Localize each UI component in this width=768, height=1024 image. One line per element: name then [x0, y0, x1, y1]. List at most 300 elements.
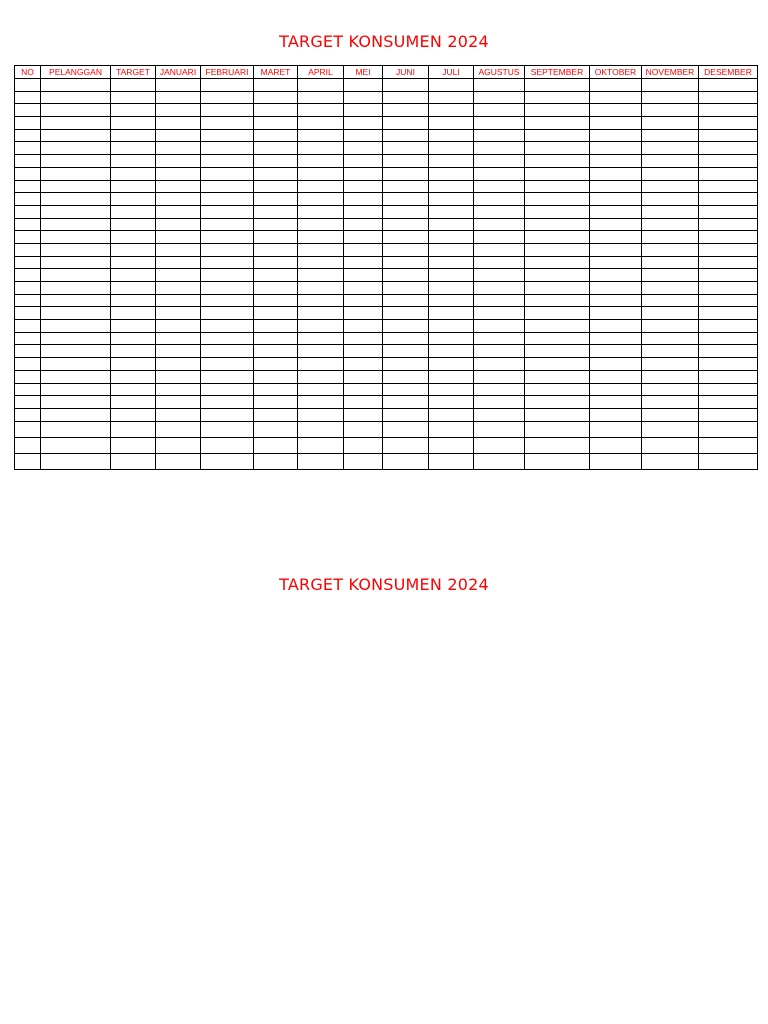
table-cell: [201, 269, 254, 282]
table-cell: [344, 91, 383, 104]
table-cell: [699, 421, 758, 437]
table-cell: [429, 453, 474, 469]
table-cell: [642, 129, 699, 142]
table-cell: [156, 155, 201, 168]
table-cell: [429, 180, 474, 193]
table-cell: [699, 104, 758, 117]
table-cell: [590, 294, 642, 307]
table-cell: [642, 345, 699, 358]
table-cell: [15, 167, 41, 180]
table-row: [15, 269, 758, 282]
table-cell: [383, 294, 429, 307]
table-cell: [111, 421, 156, 437]
table-cell: [699, 307, 758, 320]
table-cell: [344, 79, 383, 92]
table-cell: [344, 243, 383, 256]
table-cell: [41, 307, 111, 320]
table-cell: [201, 167, 254, 180]
table-cell: [254, 396, 298, 409]
table-row: [15, 231, 758, 244]
table-cell: [41, 294, 111, 307]
table-cell: [429, 243, 474, 256]
table-cell: [383, 91, 429, 104]
table-cell: [525, 294, 590, 307]
table-cell: [642, 180, 699, 193]
table-cell: [429, 79, 474, 92]
table-cell: [156, 243, 201, 256]
table-cell: [344, 345, 383, 358]
table-cell: [642, 383, 699, 396]
table-cell: [474, 383, 525, 396]
table-body: [15, 79, 758, 470]
table-cell: [15, 79, 41, 92]
table-cell: [429, 332, 474, 345]
table-cell: [525, 205, 590, 218]
table-cell: [590, 269, 642, 282]
table-cell: [642, 396, 699, 409]
table-cell: [429, 437, 474, 453]
table-cell: [111, 294, 156, 307]
table-cell: [525, 79, 590, 92]
column-header-februari: FEBRUARI: [201, 66, 254, 79]
table-cell: [111, 396, 156, 409]
table-cell: [254, 294, 298, 307]
table-cell: [699, 91, 758, 104]
table-cell: [383, 117, 429, 130]
table-cell: [41, 180, 111, 193]
table-cell: [474, 345, 525, 358]
table-cell: [41, 155, 111, 168]
table-cell: [41, 453, 111, 469]
table-cell: [41, 370, 111, 383]
table-cell: [201, 104, 254, 117]
table-cell: [383, 421, 429, 437]
table-cell: [254, 243, 298, 256]
table-cell: [156, 383, 201, 396]
table-cell: [201, 408, 254, 421]
table-cell: [642, 167, 699, 180]
table-row: [15, 421, 758, 437]
table-cell: [344, 167, 383, 180]
table-row: [15, 453, 758, 469]
table-cell: [254, 421, 298, 437]
table-cell: [383, 345, 429, 358]
table-cell: [699, 205, 758, 218]
table-cell: [254, 155, 298, 168]
table-row: [15, 205, 758, 218]
table-cell: [642, 193, 699, 206]
table-cell: [344, 155, 383, 168]
table-cell: [383, 205, 429, 218]
table-cell: [156, 256, 201, 269]
table-row: [15, 370, 758, 383]
table-cell: [344, 282, 383, 295]
table-cell: [41, 205, 111, 218]
table-cell: [590, 345, 642, 358]
table-cell: [383, 282, 429, 295]
table-cell: [699, 408, 758, 421]
table-cell: [429, 294, 474, 307]
column-header-maret: MARET: [254, 66, 298, 79]
table-cell: [525, 167, 590, 180]
table-cell: [111, 180, 156, 193]
table-cell: [642, 408, 699, 421]
table-cell: [590, 129, 642, 142]
table-cell: [15, 358, 41, 371]
table-row: [15, 307, 758, 320]
table-cell: [474, 421, 525, 437]
table-cell: [15, 91, 41, 104]
table-cell: [344, 307, 383, 320]
table-cell: [298, 129, 344, 142]
table-cell: [699, 383, 758, 396]
table-cell: [254, 79, 298, 92]
table-cell: [429, 167, 474, 180]
table-cell: [298, 396, 344, 409]
table-cell: [156, 180, 201, 193]
table-cell: [15, 155, 41, 168]
table-cell: [254, 205, 298, 218]
table-cell: [111, 129, 156, 142]
table-cell: [15, 332, 41, 345]
table-cell: [201, 421, 254, 437]
table-cell: [156, 205, 201, 218]
table-cell: [383, 231, 429, 244]
table-row: [15, 155, 758, 168]
table-cell: [344, 396, 383, 409]
table-cell: [298, 269, 344, 282]
column-header-oktober: OKTOBER: [590, 66, 642, 79]
table-cell: [41, 91, 111, 104]
table-cell: [474, 218, 525, 231]
table-cell: [429, 408, 474, 421]
table-row: [15, 383, 758, 396]
column-header-juni: JUNI: [383, 66, 429, 79]
table-cell: [474, 180, 525, 193]
table-cell: [590, 117, 642, 130]
table-cell: [111, 437, 156, 453]
table-cell: [590, 421, 642, 437]
table-cell: [111, 142, 156, 155]
table-cell: [298, 167, 344, 180]
table-cell: [111, 408, 156, 421]
table-cell: [429, 231, 474, 244]
table-cell: [699, 282, 758, 295]
column-header-no: NO: [15, 66, 41, 79]
table-cell: [156, 370, 201, 383]
table-cell: [156, 320, 201, 333]
table-cell: [15, 269, 41, 282]
table-cell: [383, 79, 429, 92]
table-cell: [201, 91, 254, 104]
table-cell: [254, 256, 298, 269]
table-cell: [298, 231, 344, 244]
table-cell: [201, 307, 254, 320]
table-cell: [383, 155, 429, 168]
table-cell: [429, 345, 474, 358]
table-cell: [41, 104, 111, 117]
table-cell: [111, 307, 156, 320]
table-cell: [699, 155, 758, 168]
table-cell: [298, 180, 344, 193]
table-cell: [474, 91, 525, 104]
table-cell: [344, 256, 383, 269]
table-cell: [344, 437, 383, 453]
table-cell: [642, 282, 699, 295]
table-cell: [590, 256, 642, 269]
table-cell: [429, 370, 474, 383]
table-cell: [111, 256, 156, 269]
table-cell: [429, 383, 474, 396]
table-cell: [344, 421, 383, 437]
table-cell: [383, 408, 429, 421]
table-cell: [474, 396, 525, 409]
table-cell: [201, 243, 254, 256]
table-cell: [41, 79, 111, 92]
table-cell: [156, 437, 201, 453]
table-cell: [254, 142, 298, 155]
table-cell: [41, 129, 111, 142]
table-cell: [474, 332, 525, 345]
table-cell: [41, 332, 111, 345]
table-cell: [111, 91, 156, 104]
table-cell: [156, 91, 201, 104]
table-cell: [474, 155, 525, 168]
table-cell: [344, 370, 383, 383]
table-row: [15, 256, 758, 269]
table-row: [15, 396, 758, 409]
table-cell: [699, 332, 758, 345]
table-header-row: [15, 66, 758, 79]
table-cell: [525, 243, 590, 256]
table-cell: [156, 117, 201, 130]
table-cell: [383, 358, 429, 371]
table-cell: [525, 307, 590, 320]
table-row: [15, 129, 758, 142]
table-cell: [298, 256, 344, 269]
table-cell: [156, 269, 201, 282]
table-cell: [111, 104, 156, 117]
table-cell: [41, 269, 111, 282]
table-cell: [344, 320, 383, 333]
table-cell: [41, 282, 111, 295]
table-cell: [699, 243, 758, 256]
table-cell: [525, 453, 590, 469]
table-cell: [201, 256, 254, 269]
table-cell: [156, 358, 201, 371]
table-cell: [525, 282, 590, 295]
table-cell: [111, 282, 156, 295]
table-cell: [383, 129, 429, 142]
table-cell: [699, 437, 758, 453]
table-cell: [111, 155, 156, 168]
table-cell: [156, 167, 201, 180]
table-cell: [201, 180, 254, 193]
table-cell: [429, 142, 474, 155]
table-cell: [344, 218, 383, 231]
table-cell: [41, 243, 111, 256]
table-cell: [525, 180, 590, 193]
column-header-april: APRIL: [298, 66, 344, 79]
table-cell: [699, 256, 758, 269]
table-cell: [41, 383, 111, 396]
table-cell: [590, 218, 642, 231]
table-cell: [699, 320, 758, 333]
table-cell: [298, 332, 344, 345]
table-cell: [298, 370, 344, 383]
table-cell: [525, 91, 590, 104]
table-cell: [429, 193, 474, 206]
table-cell: [525, 332, 590, 345]
table-cell: [429, 358, 474, 371]
table-cell: [525, 142, 590, 155]
table-cell: [525, 193, 590, 206]
table-cell: [15, 231, 41, 244]
table-cell: [15, 180, 41, 193]
table-cell: [41, 167, 111, 180]
table-cell: [298, 205, 344, 218]
table-cell: [642, 269, 699, 282]
table-row: [15, 282, 758, 295]
page-title: TARGET KONSUMEN 2024: [279, 32, 489, 51]
table-cell: [699, 117, 758, 130]
table-cell: [642, 370, 699, 383]
table-cell: [642, 218, 699, 231]
table-cell: [642, 421, 699, 437]
table-row: [15, 437, 758, 453]
table-cell: [254, 332, 298, 345]
table-cell: [254, 193, 298, 206]
table-cell: [525, 231, 590, 244]
table-cell: [429, 91, 474, 104]
table-cell: [201, 370, 254, 383]
table-cell: [642, 205, 699, 218]
table-cell: [201, 205, 254, 218]
table-cell: [344, 383, 383, 396]
table-cell: [15, 396, 41, 409]
table-cell: [699, 167, 758, 180]
table-cell: [590, 383, 642, 396]
table-cell: [429, 307, 474, 320]
table-cell: [474, 294, 525, 307]
table-cell: [156, 142, 201, 155]
table-cell: [156, 332, 201, 345]
table-cell: [111, 383, 156, 396]
table-cell: [156, 79, 201, 92]
table-cell: [590, 243, 642, 256]
table-cell: [590, 104, 642, 117]
table-cell: [383, 370, 429, 383]
table-cell: [525, 358, 590, 371]
table-cell: [474, 205, 525, 218]
table-cell: [590, 320, 642, 333]
table-cell: [699, 453, 758, 469]
table-cell: [429, 320, 474, 333]
table-row: [15, 180, 758, 193]
table-cell: [590, 396, 642, 409]
column-header-agustus: AGUSTUS: [474, 66, 525, 79]
table-cell: [41, 117, 111, 130]
table-cell: [383, 453, 429, 469]
table-cell: [156, 218, 201, 231]
table-cell: [201, 294, 254, 307]
table-cell: [298, 345, 344, 358]
table-row: [15, 320, 758, 333]
table-cell: [344, 231, 383, 244]
table-cell: [298, 421, 344, 437]
table-cell: [590, 358, 642, 371]
table-cell: [474, 358, 525, 371]
table-row: [15, 332, 758, 345]
table-cell: [344, 408, 383, 421]
table-cell: [156, 396, 201, 409]
table-cell: [156, 104, 201, 117]
table-cell: [429, 282, 474, 295]
table-cell: [590, 307, 642, 320]
column-header-desember: DESEMBER: [699, 66, 758, 79]
table-cell: [699, 142, 758, 155]
table-cell: [201, 129, 254, 142]
table-cell: [15, 437, 41, 453]
table-cell: [474, 231, 525, 244]
table-cell: [254, 282, 298, 295]
table-cell: [41, 396, 111, 409]
table-cell: [41, 345, 111, 358]
table-cell: [254, 269, 298, 282]
table-cell: [383, 396, 429, 409]
table-cell: [156, 294, 201, 307]
table-cell: [344, 104, 383, 117]
table-cell: [298, 79, 344, 92]
table-cell: [383, 243, 429, 256]
table-row: [15, 91, 758, 104]
table-cell: [41, 320, 111, 333]
table-cell: [15, 370, 41, 383]
table-cell: [642, 307, 699, 320]
table-cell: [525, 269, 590, 282]
table-cell: [699, 358, 758, 371]
table-cell: [298, 193, 344, 206]
table-cell: [41, 231, 111, 244]
table-cell: [474, 269, 525, 282]
table-cell: [41, 408, 111, 421]
table-cell: [525, 396, 590, 409]
table-cell: [41, 437, 111, 453]
table-cell: [15, 345, 41, 358]
table-cell: [298, 282, 344, 295]
table-cell: [474, 320, 525, 333]
table-cell: [525, 320, 590, 333]
table-cell: [254, 383, 298, 396]
table-cell: [298, 453, 344, 469]
table-cell: [201, 218, 254, 231]
table-cell: [111, 117, 156, 130]
table-cell: [298, 437, 344, 453]
table-cell: [383, 142, 429, 155]
column-header-target: TARGET: [111, 66, 156, 79]
table-cell: [201, 79, 254, 92]
table-cell: [429, 396, 474, 409]
table-cell: [699, 231, 758, 244]
table-cell: [201, 437, 254, 453]
table-cell: [642, 294, 699, 307]
table-cell: [383, 307, 429, 320]
table-cell: [156, 408, 201, 421]
table-cell: [201, 453, 254, 469]
table-cell: [344, 358, 383, 371]
table-cell: [15, 320, 41, 333]
target-table: [14, 65, 758, 470]
